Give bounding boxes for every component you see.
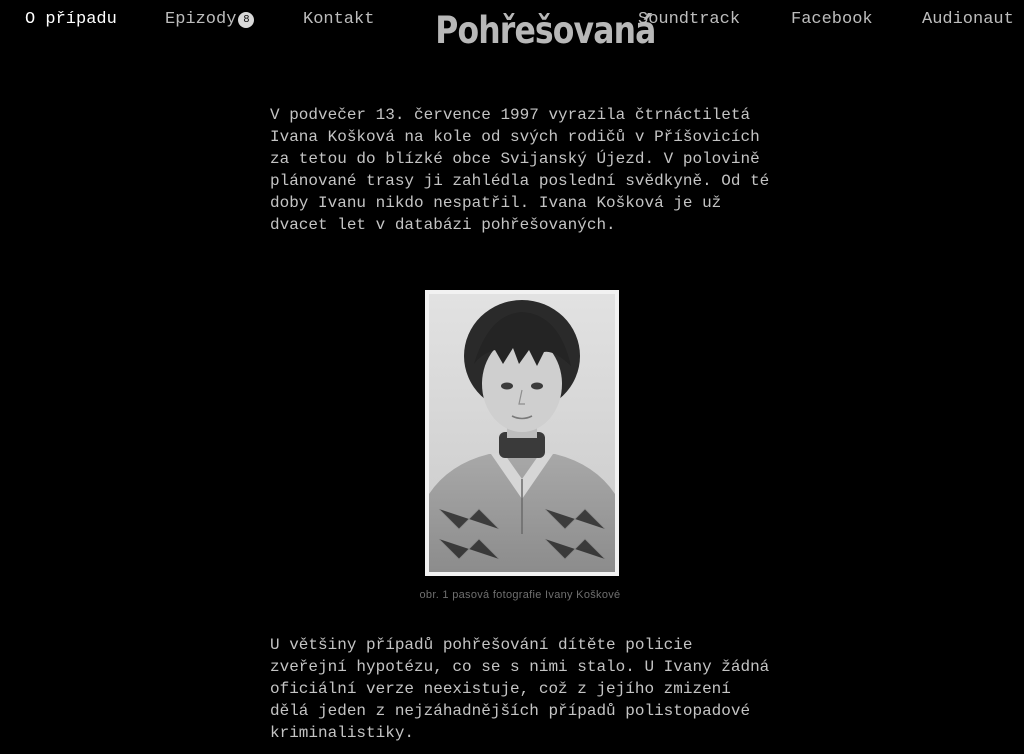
top-navigation — [0, 0, 1024, 60]
nav-item-audionaut[interactable]: Audionaut — [922, 10, 1014, 29]
nav-item-kontakt[interactable]: Kontakt — [303, 10, 375, 29]
nav-item-o-pripadu[interactable]: O případu — [25, 10, 117, 29]
nav-item-epizody[interactable] — [165, 10, 254, 30]
photo-caption: obr. 1 pasová fotografie Ivany Koškové — [419, 589, 621, 601]
intro-paragraph: V podvečer 13. července 1997 vyrazila čtrnáctiletá Ivana Košková na kole od svých rodičů v Příšovicích za tetou do blízké obce Svijanský Újezd. V polovině plánované trasy ji zahlédla poslední svědkyně. Od té doby Ivanu nikdo nespatřil. Ivana Košková je už dvacet let v databázi pohřešovaných. — [270, 106, 770, 234]
nav-item-epizody-label: Epizody — [165, 10, 237, 29]
nav-item-facebook[interactable]: Facebook — [791, 10, 873, 29]
passport-photo — [429, 294, 615, 572]
second-paragraph: U většiny případů pohřešování dítěte policie zveřejní hypotézu, co se s nimi stalo. U Ivany žádná oficiální verze neexistuje, což z jejího zmizení dělá jeden z nejzáhadnějších případů polistopadové kriminalistiky. — [270, 636, 770, 742]
portrait-image — [429, 294, 615, 572]
site-logo[interactable]: Pohřešovaná — [435, 9, 656, 52]
episode-count-badge: 8 — [238, 12, 254, 28]
photo-frame — [425, 290, 619, 576]
nav-item-soundtrack[interactable]: Soundtrack — [638, 10, 741, 29]
